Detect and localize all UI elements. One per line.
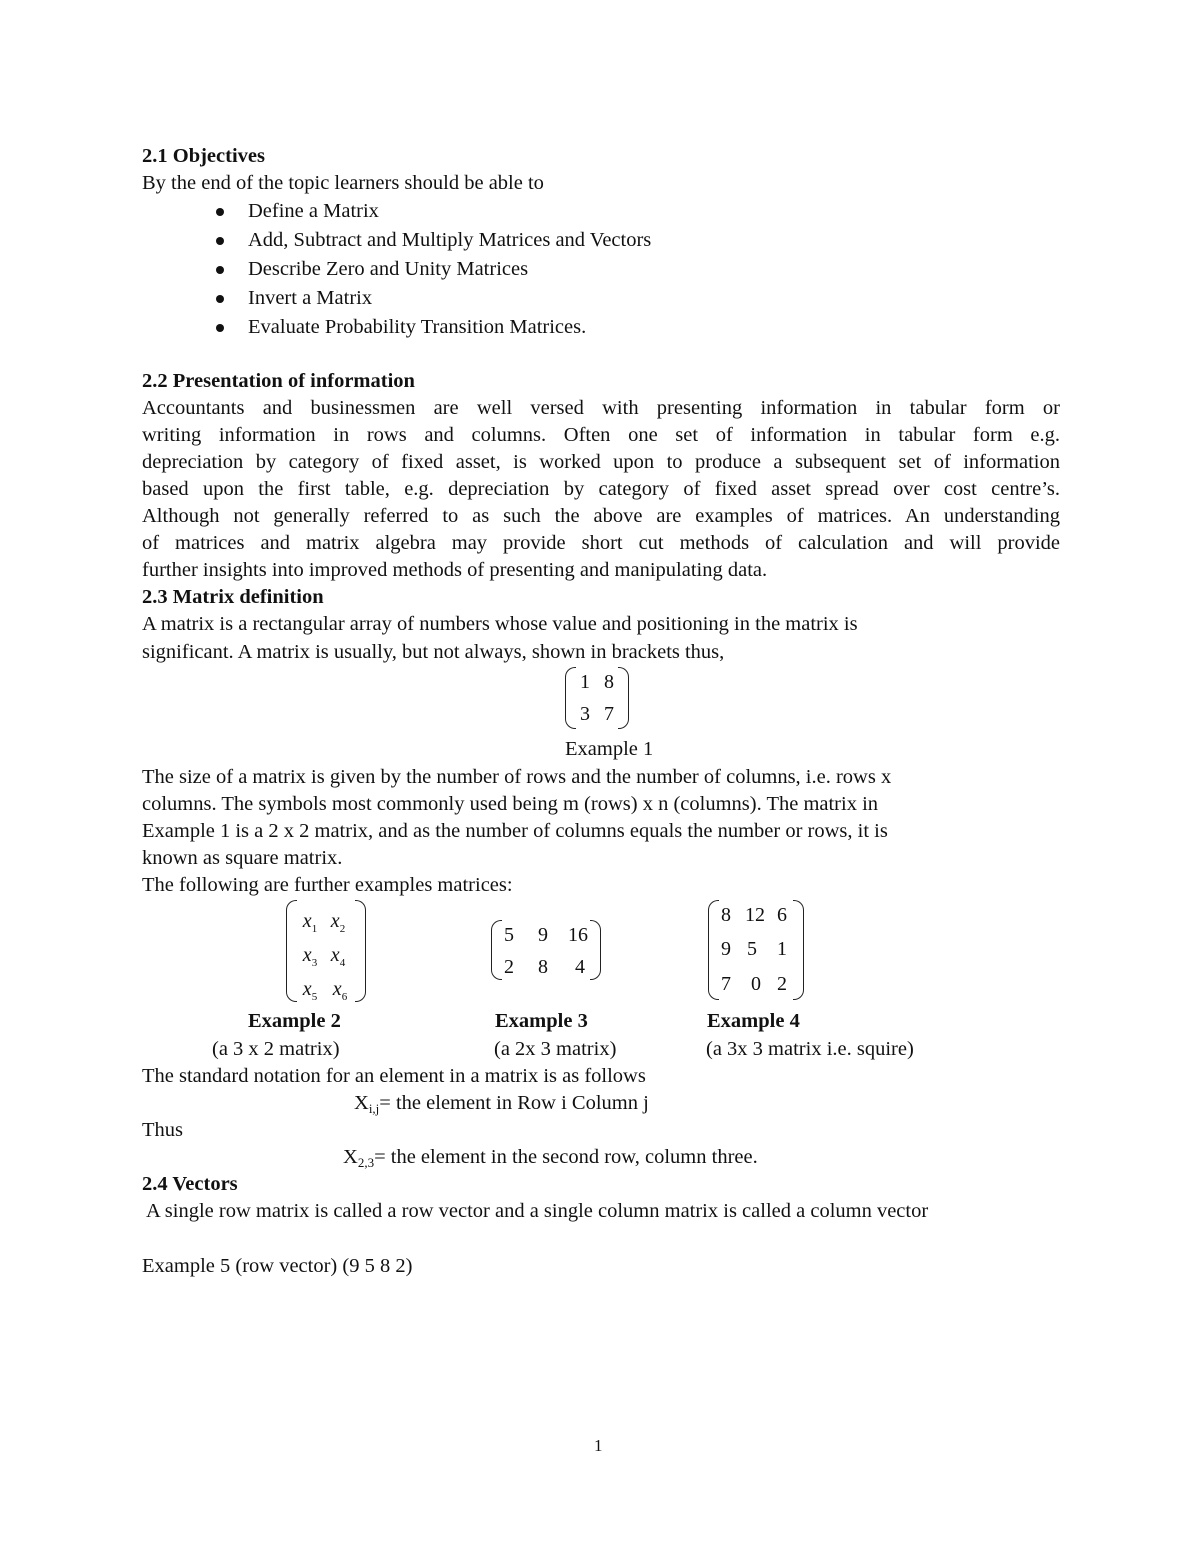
example-4-caption: (a 3x 3 matrix i.e. squire) — [706, 1038, 914, 1060]
bullet-icon — [216, 237, 224, 245]
example-3-title: Example 3 — [495, 1010, 588, 1032]
bullet-icon — [216, 295, 224, 303]
thus-label: Thus — [142, 1119, 183, 1141]
matrix-cell: 8 — [604, 671, 614, 693]
matrix-cell: 16 — [568, 924, 588, 946]
matrix-cell: 7 — [604, 703, 614, 725]
right-paren-icon — [590, 920, 601, 980]
objective-text: Add, Subtract and Multiply Matrices and Vectors — [248, 229, 652, 251]
objectives-intro: By the end of the topic learners should be able to — [142, 172, 544, 194]
matrix-cell: 1 — [580, 671, 590, 693]
definition-line: significant. A matrix is usually, but not always, shown in brackets thus, — [142, 641, 725, 663]
heading-matrix-definition: 2.3 Matrix definition — [142, 586, 324, 608]
presentation-line: Accountants and businessmen are well versed with presenting information in tabular form or — [142, 397, 1060, 419]
bullet-icon — [216, 208, 224, 216]
matrix-cell: 2 — [777, 973, 787, 995]
objective-text: Describe Zero and Unity Matrices — [248, 258, 529, 280]
matrix-cell: 5 — [747, 938, 757, 960]
example-2-caption: (a 3 x 2 matrix) — [212, 1038, 340, 1060]
matrix-cell: 12 — [745, 904, 765, 926]
matrix-cell: 9 — [721, 938, 731, 960]
size-line: known as square matrix. — [142, 847, 343, 869]
matrix-cell: $x_4$ — [330, 944, 346, 969]
page-number: 1 — [594, 1436, 603, 1455]
bullet-icon — [216, 266, 224, 274]
objective-text: Define a Matrix — [248, 200, 379, 222]
heading-presentation: 2.2 Presentation of information — [142, 370, 415, 392]
matrix-cell: $x_2$ — [330, 910, 346, 935]
left-paren-icon — [286, 900, 297, 1002]
matrix-cell: 1 — [777, 938, 787, 960]
matrix-example-2 — [286, 900, 366, 1002]
right-paren-icon — [793, 900, 804, 1000]
matrix-example-3 — [491, 920, 601, 980]
objective-text: Invert a Matrix — [248, 287, 373, 309]
heading-vectors: 2.4 Vectors — [142, 1173, 238, 1195]
example-3-caption: (a 2x 3 matrix) — [494, 1038, 617, 1060]
right-paren-icon — [355, 900, 366, 1002]
presentation-line: Although not generally referred to as such the above are examples of matrices. An understanding — [142, 505, 1060, 527]
matrix-cell: 5 — [504, 924, 514, 946]
example-5: Example 5 (row vector) (9 5 8 2) — [142, 1255, 413, 1277]
notation-ij: $X_{i,j}=$ the element in Row i Column j — [354, 1092, 649, 1116]
example-4-title: Example 4 — [707, 1010, 800, 1032]
matrix-cell: 8 — [538, 956, 548, 978]
matrix-cell: 2 — [504, 956, 514, 978]
definition-line: A matrix is a rectangular array of numbers whose value and positioning in the matrix is — [142, 613, 858, 635]
size-line: The following are further examples matrices: — [142, 874, 513, 896]
presentation-line: further insights into improved methods of presenting and manipulating data. — [142, 559, 768, 581]
presentation-line: of matrices and matrix algebra may provide short cut methods of calculation and will provide — [142, 532, 1060, 554]
bullet-icon — [216, 324, 224, 332]
matrix-cell: $x_1$ — [302, 910, 318, 935]
matrix-cell: $x_3$ — [302, 944, 318, 969]
heading-objectives: 2.1 Objectives — [142, 145, 265, 167]
size-line: Example 1 is a 2 x 2 matrix, and as the number of columns equals the number or rows, it is — [142, 820, 888, 842]
matrix-cell: $x_5$ — [302, 978, 318, 1003]
matrix-cell: 8 — [721, 904, 731, 926]
matrix-cell: 3 — [580, 703, 590, 725]
matrix-cell: 4 — [575, 956, 585, 978]
matrix-cell: $x_6$ — [332, 978, 348, 1003]
matrix-cell: 0 — [751, 973, 761, 995]
presentation-line: writing information in rows and columns. Often one set of information in tabular form e.g. — [142, 424, 1060, 446]
matrix-example-1 — [565, 667, 629, 729]
right-paren-icon — [618, 667, 629, 729]
example-2-title: Example 2 — [248, 1010, 341, 1032]
matrix-cell: 7 — [721, 973, 731, 995]
objective-text: Evaluate Probability Transition Matrices. — [248, 316, 587, 338]
notation-23: $X_{2,3}=$ the element in the second row, column three. — [343, 1146, 758, 1170]
matrix-example-4 — [708, 900, 804, 1000]
matrix-cell: 6 — [777, 904, 787, 926]
example-1-caption: Example 1 — [565, 738, 654, 760]
presentation-line: based upon the first table, e.g. depreciation by category of fixed asset spread over cost centre’s. — [142, 478, 1060, 500]
notation-intro: The standard notation for an element in a matrix is as follows — [142, 1065, 646, 1087]
presentation-line: depreciation by category of fixed asset, is worked upon to produce a subsequent set of information — [142, 451, 1060, 473]
matrix-cell: 9 — [538, 924, 548, 946]
size-line: The size of a matrix is given by the number of rows and the number of columns, i.e. rows x — [142, 766, 892, 788]
vectors-line: A single row matrix is called a row vector and a single column matrix is called a column vector — [142, 1200, 929, 1222]
size-line: columns. The symbols most commonly used being m (rows) x n (columns). The matrix in — [142, 793, 879, 815]
